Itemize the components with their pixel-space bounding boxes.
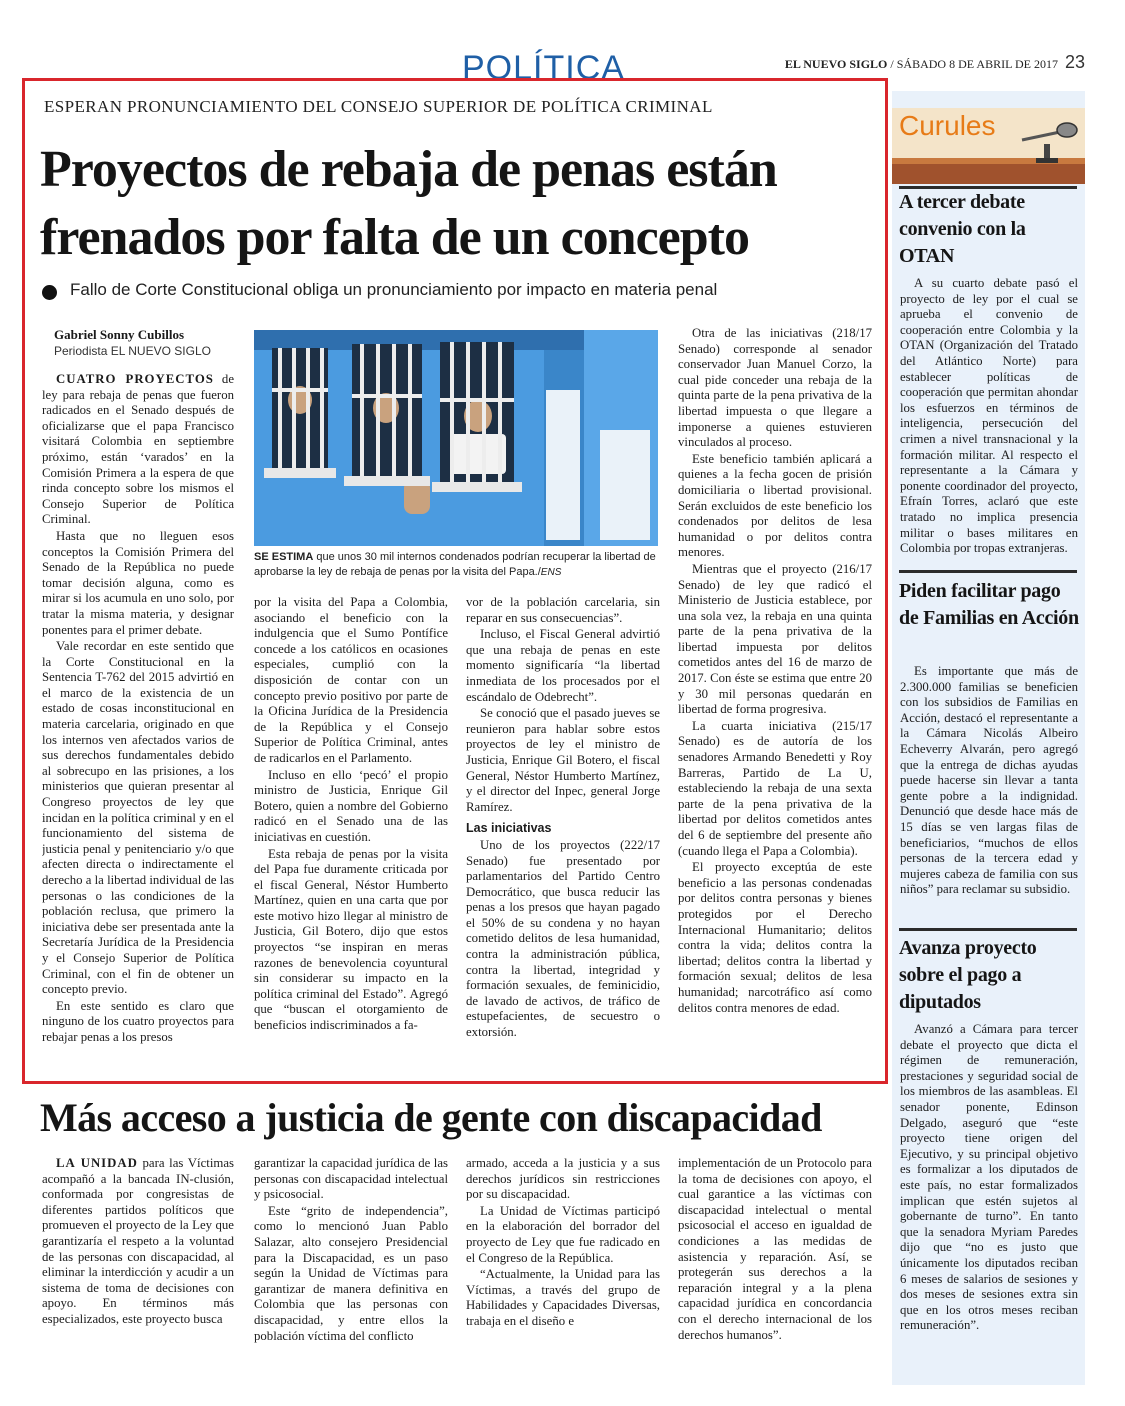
sidebar-title: Curules [899, 110, 996, 141]
paragraph: En este sentido es claro que ninguno de los cuatro proyectos para rebajar penas a los presos [42, 998, 234, 1044]
paragraph: armado, acceda a la justicia y a sus derechos jurídicos sin restricciones por su discapacidad. [466, 1156, 660, 1202]
paragraph: Se conoció que el pasado jueves se reunieron para hablar sobre estos proyectos de ley el ministro de Justicia, Enrique Gil Botero, el fiscal General, Néstor Humberto Martínez, y el director del Inpec, general Jorge Ramírez. [466, 706, 660, 814]
byline-role: Periodista EL NUEVO SIGLO [54, 344, 211, 358]
paragraph: Uno de los proyectos (222/17 Senado) fue presentado por parlamentarios del Partido Centro Democrático, que busca reducir las penas a los presos que hayan pagado el 50% de su condena y no hayan cometido delitos de lesa humanidad, contra la administración pública, contra la libertad, integridad y formación sexuales, de feminicidio, de lavado de activos, de tráfico de estupefacientes, de secuestro o extorsión. [466, 837, 660, 1040]
caption-lead: SE ESTIMA [254, 551, 314, 563]
sidebar-headline: Piden facilitar pago de Familias en Acción [899, 580, 1079, 629]
paper-name: EL NUEVO SIGLO [784, 57, 888, 71]
sidebar-headline: A tercer debate convenio con la OTAN [899, 191, 1026, 267]
byline-name: Gabriel Sonny Cubillos [54, 327, 185, 342]
issue-date: SÁBADO 8 DE ABRIL DE 2017 [896, 57, 1058, 71]
section-title: POLÍTICA [462, 49, 625, 80]
sidebar-rule [899, 928, 1077, 931]
prison-photo [254, 330, 658, 546]
prison-windows-illustration [254, 330, 658, 546]
story-kicker: ESPERAN PRONUNCIAMIENTO DEL CONSEJO SUPERIOR DE POLÍTICA CRIMINAL [44, 97, 713, 116]
sidebar-item [900, 276, 1078, 566]
paragraph: Este beneficio también aplicará a quienes a la fecha gocen de prisión domiciliaria o libertad provisional. Serán excluidos de este beneficio los condenados por delitos de lesa humanidad o por delitos contra menores. [678, 451, 872, 560]
page-number: 23 [1064, 52, 1085, 72]
lead-in: CUATRO PROYECTOS [56, 372, 214, 386]
second-column-2 [254, 1156, 448, 1386]
paragraph: para las Víctimas acompañó a la bancada IN-clusión, conformada por congresistas de diferentes partidos políticos que promueven el proyecto de la Ley que garantizaría el respeto a la voluntad de las personas con discapacidad, al eliminar la interdicción y acudir a un sistema de toma de decisiones con apoyo. En términos más especializados, este proyecto busca [42, 1156, 234, 1326]
paragraph: La Unidad de Víctimas participó en la elaboración del borrador del proyecto de Ley que fue radicado en el Congreso de la República. [466, 1203, 660, 1265]
second-column-1 [42, 1156, 234, 1386]
separator: / [890, 57, 897, 71]
story-headline: Proyectos de rebaja de penas están frenados por falta de un concepto [40, 141, 777, 266]
lead-in: LA UNIDAD [56, 1156, 138, 1170]
paragraph: “Actualmente, la Unidad para las Víctimas, a través del grupo de Habilidades y Capacidades Diversas, trabaja en el diseño e [466, 1267, 660, 1328]
paragraph: Mientras que el proyecto (216/17 Senado) de ley que radicó el Ministerio de Justicia establece, por una sola vez, la rebaja en una quinta parte de la pena privativa de la libertad impuesta por delitos cometidos antes del 16 de marzo de 2017. Con éste se estima que entre 20 y 30 mil personas quedarán en libertad de forma progresiva. [678, 561, 872, 717]
story-subhead: Fallo de Corte Constitucional obliga un pronunciamiento por impacto en materia penal [70, 280, 718, 299]
paragraph: Esta rebaja de penas por la visita del Papa fue duramente criticada por el fiscal General, Néstor Humberto Martínez, quien en una carta que por este motivo hizo llegar al ministro de Justicia, Gil Botero, dijo que estos proyectos “se inspiran en meras razones de benevolencia coyuntural sin considerar su impacto en la política criminal del Estado”. Agregó que “buscan el otorgamiento de beneficios indiscriminados a fa- [254, 846, 448, 1033]
photo-caption [254, 550, 658, 580]
second-column-4 [678, 1156, 872, 1386]
paragraph: Vale recordar en este sentido que la Corte Constitucional en la Sentencia T-762 del 2015 advirtió en el marco de la existencia de un estado de cosas inconstitucional en materia carcelaria, originado en que los internos ven afectados varios de sus derechos fundamentales debido al sobrecupo en las prisiones, a los ministerios que quieran presentar al Congreso proyectos de ley que incidan en la política criminal y en el funcionamiento del sistema de justicia penal y penitenciario y/o que afecten directa o indirectamente el derecho a la libertad individual de las personas o las condiciones de la población reclusa, que primero la iniciativa debe ser presentada ante la Secretaría Jurídica de la Presidencia y el Consejo Superior de Política Criminal, con el fin de obtener un concepto previo. [42, 639, 234, 997]
paragraph: implementación de un Protocolo para la toma de decisiones con apoyo, el cual garantice a las víctimas con discapacidad intelectual o mental psicosocial el acceso en igualdad de condiciones a las medidas de asistencia y reparación. Así, se protegerán sus derechos a la reparación integral y a la plena capacidad jurídica en concordancia con el derecho internacional de los derechos humanos”. [678, 1156, 872, 1342]
story-column-2 [254, 595, 448, 1073]
photo-credit: ENS [540, 567, 562, 578]
story-column-4 [678, 326, 872, 1073]
sidebar-rule [899, 570, 1077, 573]
sidebar-body: Avanzó a Cámara para tercer debate el proyecto que dicta el régimen de remuneración, prestaciones y seguridad social de los miembros de las asambleas. El senador ponente, Edinson Delgado, aseguró que “este proyecto tiene origen del Ejecutivo, y su principal objetivo es formalizar a los diputados de este país, no estar formalizados implican que estén sujetos al gobernante de turno”. En tanto que la senadora Myriam Paredes dijo que “no es justo que únicamente los diputados reciban 6 meses de salarios de sesiones y dos meses de sesiones extra sin que en los otros meses reciban remuneración”. [900, 1022, 1078, 1333]
paragraph: La cuarta iniciativa (215/17 Senado) es de autoría de los senadores Armando Benedetti y Roy Barreras, Partido de La U, estableciendo la rebaja de una sexta parte de la pena privativa de la libertad por delitos cometidos antes del 6 de septiembre del presente año (cuando llega el Papa a Colombia). [678, 718, 872, 858]
sidebar-item [900, 664, 1078, 926]
section-subtitle: Las iniciativas [466, 821, 552, 836]
masthead [785, 52, 1085, 73]
paragraph: por la visita del Papa a Colombia, asociando el beneficio con la indulgencia que el Sumo Pontífice concede a los católicos en ocasiones especiales, cumplió con la disposición de contar con un concepto previo positivo por parte de la Oficina Jurídica de la Presidencia de la República y el Consejo Superior de Política Criminal, antes de radicarlos en el Parlamento. [254, 595, 448, 765]
paragraph: Hasta que no lleguen esos conceptos la Comisión Primera del Senado de la República no puede tomar decisión alguna, como es mirar si los acumula en uno solo, por tratar la misma materia, y designar ponentes para el primer debate. [42, 528, 234, 637]
paragraph: vor de la población carcelaria, sin reparar en sus consecuencias”. [466, 595, 660, 625]
paragraph: Incluso, el Fiscal General advirtió que una rebaja de penas en este momento significaría “la libertad inmediata de los procesados por el escándalo de Odebrecht”. [466, 627, 660, 704]
bullet-icon [42, 285, 57, 300]
paragraph: garantizar la capacidad jurídica de las personas con discapacidad intelectual y psicosocial. [254, 1156, 448, 1202]
story-column-3 [466, 595, 660, 1073]
second-story-headline: Más acceso a justicia de gente con discapacidad [40, 1095, 822, 1140]
paragraph: Otra de las iniciativas (218/17 Senado) corresponde al senador conservador Juan Manuel Corzo, la cual pide conceder una rebaja de la quinta parte de la pena privativa de la libertad impuesta o que llegare a imponerse a quienes estuvieren vinculados al proceso. [678, 326, 872, 450]
sidebar-body: Es importante que más de 2.300.000 familias se beneficien con los subsidios de Familias en Acción, destacó el representante a la Cámara Nicolás Albeiro Echeverry Alvarán, pero agregó que la entrega de dichas ayudas puede hacerse sin llevar a tanta gente pobre a la indignidad. Denunció que desde hace más de 15 días se ven largas filas de beneficiarios, “muchos de ellos personas de la tercera edad y mujeres cabeza de familia con sus niños” para reclamar su subsidio. [900, 664, 1078, 897]
sidebar-item [900, 1022, 1078, 1378]
sidebar-body: A su cuarto debate pasó el proyecto de ley por el cual se aprueba el convenio de cooperación entre Colombia y la OTAN (Organización del Tratado del Atlántico Norte) para establecer políticas de cooperación que permitan ahondar los esfuerzos en términos de inteligencia, persecución del crimen a nivel transnacional y la formación militar. Al respecto el representante a la Cámara y ponente coordinador del proyecto, Efraín Torres, aclaró que este tratado no implica presencia militar o bases militares en Colombia por tropas extranjeras. [900, 276, 1078, 556]
paragraph: El proyecto exceptúa de este beneficio a las personas condenadas por delitos contra personas y bienes protegidos por el Derecho Internacional Humanitario; delitos contra la vida; delitos contra la libertad; delitos contra la libertad y formación sexual; delitos de lesa humanidad; narcotráfico así como delitos contra menores de edad. [678, 860, 872, 1015]
second-column-3 [466, 1156, 660, 1386]
paragraph: Incluso en ello ‘pecó’ el propio ministro de Justicia, Enrique Gil Botero, quien a nombre del Gobierno radicó en el Senado una de las iniciativas en cuestión. [254, 767, 448, 844]
paragraph: de ley para rebaja de penas que fueron radicados en el Senado después de oficializarse que el papa Francisco visitará Colombia en septiembre próximo, están ‘varados’ en la Comisión Primera a la espera de que rinda concepto sobre los mismos el Consejo Superior de Política Criminal. [42, 372, 234, 527]
story-column-1 [42, 372, 234, 1072]
sidebar-headline: Avanza proyecto sobre el pago a diputados [899, 937, 1037, 1013]
paragraph: Este “grito de independencia”, como lo mencionó Juan Pablo Salazar, alto consejero Presidencial para la Discapacidad, es un paso según la Unidad de Víctimas para garantizar de manera definitiva en Colombia que las personas con discapacidad, y entre ellos la población víctima del conflicto [254, 1203, 448, 1343]
caption-text: que unos 30 mil internos condenados podrían recuperar la libertad de aprobarse la ley de rebaja de penas por la visita del Papa./ [254, 551, 656, 578]
